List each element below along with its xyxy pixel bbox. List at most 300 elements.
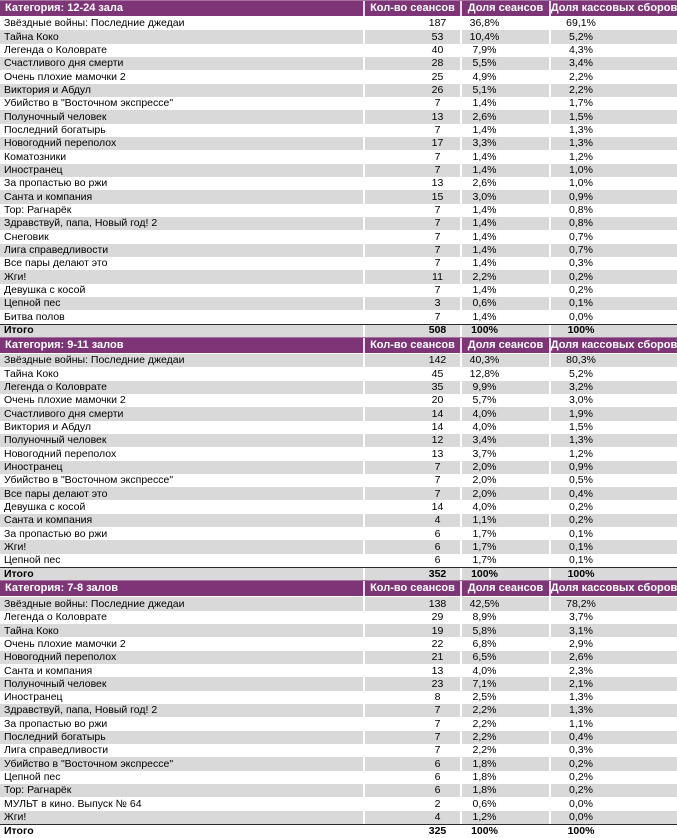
box-office-share-cell: 1,3% — [549, 691, 677, 704]
sessions-share-cell: 1,7% — [460, 527, 549, 540]
sessions-share-cell: 1,4% — [460, 217, 549, 230]
movie-name-cell: Коматозники — [4, 150, 67, 163]
movie-row — [0, 554, 677, 567]
movie-name-cell: МУЛЬТ в кино. Выпуск № 64 — [4, 797, 142, 810]
sessions-share-cell: 1,4% — [460, 244, 549, 257]
sessions-share-cell: 9,9% — [460, 381, 549, 394]
movie-name-cell: Жги! — [4, 811, 27, 824]
sessions-count-cell: 6 — [363, 757, 460, 770]
sessions-share-cell: 1,4% — [460, 284, 549, 297]
sessions-count-cell: 187 — [363, 17, 460, 30]
sessions-count-cell: 22 — [363, 637, 460, 650]
section-header-row — [0, 0, 677, 17]
movie-row — [0, 17, 677, 30]
movie-name-cell: Тайна Коко — [4, 624, 59, 637]
box-office-share-cell: 1,2% — [549, 447, 677, 460]
movie-name-cell: Девушка с косой — [4, 283, 86, 296]
movie-name-cell: Девушка с косой — [4, 500, 86, 513]
movie-name-cell: Цепной пес — [4, 297, 61, 310]
sessions-share-cell: 6,8% — [460, 637, 549, 650]
sessions-count-cell: 7 — [363, 97, 460, 110]
box-office-share-cell: 3,4% — [549, 57, 677, 70]
sessions-count-cell: 13 — [363, 110, 460, 123]
movie-row — [0, 177, 677, 190]
box-office-share-cell: 0,4% — [549, 731, 677, 744]
movie-name-cell: Легенда о Коловрате — [4, 611, 107, 624]
sessions-share-cell: 2,6% — [460, 177, 549, 190]
sessions-share-cell: 1,8% — [460, 784, 549, 797]
movie-row — [0, 624, 677, 637]
col-header-box-office-share: Доля кассовых сборов — [550, 338, 677, 351]
movie-name-cell: Последний богатырь — [4, 731, 106, 744]
movie-row — [0, 811, 677, 824]
total-sessions-count-cell: 508 — [363, 325, 460, 337]
sessions-share-cell: 1,4% — [460, 164, 549, 177]
sessions-share-cell: 2,2% — [460, 744, 549, 757]
total-sessions-share-cell: 100% — [460, 825, 549, 837]
sessions-share-cell: 1,8% — [460, 771, 549, 784]
box-office-share-cell: 0,2% — [549, 757, 677, 770]
sessions-count-cell: 29 — [363, 611, 460, 624]
box-office-share-cell: 1,5% — [549, 421, 677, 434]
movie-row — [0, 447, 677, 460]
sessions-count-cell: 3 — [363, 297, 460, 310]
sessions-share-cell: 2,2% — [460, 704, 549, 717]
sessions-share-cell: 7,1% — [460, 677, 549, 690]
sessions-count-cell: 13 — [363, 664, 460, 677]
total-label-cell: Итого — [4, 568, 34, 581]
col-header-sessions-count: Кол-во сеансов — [363, 581, 460, 596]
movie-name-cell: Все пары делают это — [4, 257, 108, 270]
sessions-count-cell: 7 — [363, 487, 460, 500]
movie-row — [0, 217, 677, 230]
box-office-share-cell: 1,9% — [549, 407, 677, 420]
sessions-count-cell: 7 — [363, 244, 460, 257]
movie-row — [0, 84, 677, 97]
sessions-count-cell: 19 — [363, 624, 460, 637]
sessions-count-cell: 7 — [363, 124, 460, 137]
box-office-share-cell: 78,2% — [549, 597, 677, 610]
movie-row — [0, 421, 677, 434]
col-header-sessions-share: Доля сеансов — [460, 581, 549, 596]
movie-name-cell: Иностранец — [4, 164, 63, 177]
movie-row — [0, 381, 677, 394]
movie-name-cell: Очень плохие мамочки 2 — [4, 70, 126, 83]
total-label-cell: Итого — [4, 825, 34, 837]
sessions-count-cell: 7 — [363, 731, 460, 744]
movie-row — [0, 257, 677, 270]
movie-row — [0, 731, 677, 744]
movie-row — [0, 57, 677, 70]
sessions-count-cell: 7 — [363, 717, 460, 730]
sessions-count-cell: 23 — [363, 677, 460, 690]
movie-name-cell: Новогодний переполох — [4, 447, 117, 460]
table-section — [0, 580, 677, 837]
movie-row — [0, 97, 677, 110]
total-box-office-share-cell: 100% — [549, 325, 677, 337]
box-office-share-cell: 3,7% — [549, 611, 677, 624]
movie-row — [0, 164, 677, 177]
sessions-share-cell: 3,4% — [460, 434, 549, 447]
sessions-count-cell: 4 — [363, 811, 460, 824]
sessions-share-cell: 40,3% — [460, 354, 549, 367]
movie-row — [0, 110, 677, 123]
sessions-count-cell: 8 — [363, 691, 460, 704]
sessions-count-cell: 7 — [363, 204, 460, 217]
box-office-share-cell: 0,3% — [549, 257, 677, 270]
sessions-share-cell: 3,0% — [460, 190, 549, 203]
section-header-row — [0, 580, 677, 597]
sessions-share-cell: 0,6% — [460, 297, 549, 310]
box-office-share-cell: 2,9% — [549, 637, 677, 650]
sessions-share-cell: 2,0% — [460, 461, 549, 474]
section-title: Категория: 12-24 зала — [5, 2, 123, 14]
sessions-count-cell: 7 — [363, 704, 460, 717]
sessions-count-cell: 6 — [363, 771, 460, 784]
movie-row — [0, 784, 677, 797]
box-office-share-cell: 0,3% — [549, 744, 677, 757]
sessions-count-cell: 28 — [363, 57, 460, 70]
sessions-count-cell: 7 — [363, 744, 460, 757]
box-office-share-cell: 3,2% — [549, 381, 677, 394]
box-office-share-cell: 1,5% — [549, 110, 677, 123]
box-office-share-cell: 0,2% — [549, 514, 677, 527]
sessions-count-cell: 7 — [363, 164, 460, 177]
sessions-count-cell: 35 — [363, 381, 460, 394]
box-office-share-cell: 2,3% — [549, 664, 677, 677]
movie-row — [0, 597, 677, 610]
box-office-share-cell: 1,3% — [549, 124, 677, 137]
section-title: Категория: 9-11 залов — [5, 338, 124, 351]
sessions-count-cell: 2 — [363, 797, 460, 810]
box-office-share-cell: 0,2% — [549, 771, 677, 784]
movie-row — [0, 500, 677, 513]
total-sessions-share-cell: 100% — [460, 325, 549, 337]
movie-name-cell: Санта и компания — [4, 664, 93, 677]
sessions-count-cell: 17 — [363, 137, 460, 150]
sessions-share-cell: 1,1% — [460, 514, 549, 527]
sessions-count-cell: 45 — [363, 367, 460, 380]
total-box-office-share-cell: 100% — [549, 825, 677, 837]
movie-row — [0, 30, 677, 43]
movie-row — [0, 70, 677, 83]
box-office-share-cell: 0,8% — [549, 204, 677, 217]
box-office-share-cell: 1,2% — [549, 150, 677, 163]
sessions-share-cell: 36,8% — [460, 17, 549, 30]
movie-name-cell: За пропастью во ржи — [4, 717, 108, 730]
sessions-share-cell: 10,4% — [460, 30, 549, 43]
movie-name-cell: Тор: Рагнарёк — [4, 204, 72, 216]
sessions-share-cell: 2,2% — [460, 270, 549, 283]
movie-row — [0, 514, 677, 527]
box-office-share-cell: 5,2% — [549, 367, 677, 380]
movie-row — [0, 540, 677, 553]
movie-row — [0, 407, 677, 420]
sessions-count-cell: 7 — [363, 310, 460, 323]
box-office-share-cell: 2,2% — [549, 70, 677, 83]
movie-name-cell: Жги! — [4, 540, 27, 553]
movie-row — [0, 744, 677, 757]
movie-row — [0, 461, 677, 474]
movie-name-cell: Лига справедливости — [4, 744, 109, 757]
sessions-share-cell: 1,8% — [460, 757, 549, 770]
box-office-share-cell: 2,6% — [549, 651, 677, 664]
sessions-count-cell: 15 — [363, 190, 460, 203]
box-office-share-cell: 0,9% — [549, 461, 677, 474]
movie-row — [0, 691, 677, 704]
movie-name-cell: Последний богатырь — [4, 124, 106, 137]
movie-name-cell: Цепной пес — [4, 554, 61, 567]
movie-name-cell: Битва полов — [4, 310, 65, 323]
movie-name-cell: Снеговик — [4, 230, 49, 243]
sessions-count-cell: 26 — [363, 84, 460, 97]
sessions-count-cell: 7 — [363, 474, 460, 487]
sessions-count-cell: 11 — [363, 270, 460, 283]
box-office-share-cell: 5,2% — [549, 30, 677, 43]
movie-row — [0, 230, 677, 243]
movie-row — [0, 797, 677, 810]
sessions-count-cell: 7 — [363, 461, 460, 474]
sessions-count-cell: 7 — [363, 230, 460, 243]
sessions-share-cell: 4,0% — [460, 664, 549, 677]
sessions-share-cell: 2,5% — [460, 691, 549, 704]
total-sessions-count-cell: 352 — [363, 568, 460, 580]
sessions-share-cell: 1,2% — [460, 811, 549, 824]
movie-row — [0, 394, 677, 407]
movie-row — [0, 297, 677, 310]
box-office-share-cell: 0,2% — [549, 784, 677, 797]
sessions-share-cell: 2,6% — [460, 110, 549, 123]
box-office-share-cell: 0,2% — [549, 284, 677, 297]
sessions-count-cell: 13 — [363, 447, 460, 460]
movie-name-cell: Звёздные войны: Последние джедаи — [4, 354, 185, 367]
sessions-count-cell: 14 — [363, 421, 460, 434]
sessions-share-cell: 7,9% — [460, 44, 549, 57]
box-office-share-cell: 1,3% — [549, 137, 677, 150]
sessions-share-cell: 1,7% — [460, 554, 549, 567]
box-office-share-cell: 0,7% — [549, 244, 677, 257]
movie-row — [0, 527, 677, 540]
movie-name-cell: Тайна Коко — [4, 30, 59, 43]
sessions-share-cell: 8,9% — [460, 611, 549, 624]
movie-name-cell: Счастливого дня смерти — [4, 407, 124, 420]
sessions-share-cell: 2,2% — [460, 731, 549, 744]
box-office-share-cell: 2,1% — [549, 677, 677, 690]
total-row — [0, 824, 677, 837]
movie-name-cell: Полуночный человек — [4, 110, 107, 123]
box-office-share-cell: 3,1% — [549, 624, 677, 637]
sessions-share-cell: 5,1% — [460, 84, 549, 97]
col-header-sessions-share: Доля сеансов — [460, 338, 549, 353]
col-header-sessions-count: Кол-во сеансов — [363, 338, 460, 353]
movie-name-cell: Здравствуй, папа, Новый год! 2 — [4, 217, 158, 230]
movie-name-cell: Тайна Коко — [4, 367, 59, 380]
box-office-share-cell: 0,1% — [549, 297, 677, 310]
movie-row — [0, 137, 677, 150]
sessions-share-cell: 4,0% — [460, 421, 549, 434]
sessions-share-cell: 12,8% — [460, 367, 549, 380]
movie-row — [0, 651, 677, 664]
movie-row — [0, 270, 677, 283]
sessions-count-cell: 13 — [363, 177, 460, 190]
box-office-share-cell: 0,2% — [549, 270, 677, 283]
movie-row — [0, 637, 677, 650]
movie-name-cell: Счастливого дня смерти — [4, 57, 124, 70]
sessions-share-cell: 1,4% — [460, 204, 549, 217]
sessions-share-cell: 0,6% — [460, 797, 549, 810]
box-office-share-cell: 1,0% — [549, 164, 677, 177]
box-office-share-cell: 0,2% — [549, 500, 677, 513]
sessions-share-cell: 2,0% — [460, 474, 549, 487]
col-header-box-office-share: Доля кассовых сборов — [550, 2, 677, 14]
total-row — [0, 324, 677, 337]
movie-row — [0, 190, 677, 203]
movie-name-cell: Звёздные войны: Последние джедаи — [4, 597, 185, 610]
sessions-share-cell: 5,8% — [460, 624, 549, 637]
sessions-count-cell: 4 — [363, 514, 460, 527]
movie-row — [0, 677, 677, 690]
movie-name-cell: Виктория и Абдул — [4, 420, 92, 433]
sessions-share-cell: 4,0% — [460, 500, 549, 513]
movie-row — [0, 244, 677, 257]
movie-name-cell: За пропастью во ржи — [4, 177, 108, 190]
sessions-count-cell: 6 — [363, 540, 460, 553]
sessions-share-cell: 1,4% — [460, 97, 549, 110]
movie-row — [0, 757, 677, 770]
movie-row — [0, 717, 677, 730]
movie-name-cell: Новогодний переполох — [4, 137, 117, 150]
movie-name-cell: Очень плохие мамочки 2 — [4, 637, 126, 650]
sessions-share-cell: 5,5% — [460, 57, 549, 70]
movie-name-cell: Легенда о Коловрате — [4, 380, 107, 393]
movie-row — [0, 704, 677, 717]
sessions-count-cell: 20 — [363, 394, 460, 407]
movie-name-cell: Санта и компания — [4, 190, 93, 203]
sessions-share-cell: 6,5% — [460, 651, 549, 664]
box-office-share-cell: 0,1% — [549, 540, 677, 553]
movie-row — [0, 664, 677, 677]
sessions-share-cell: 1,7% — [460, 540, 549, 553]
sessions-share-cell: 1,4% — [460, 230, 549, 243]
sessions-count-cell: 142 — [363, 354, 460, 367]
movie-row — [0, 310, 677, 323]
movie-name-cell: Иностранец — [4, 460, 63, 473]
sessions-count-cell: 25 — [363, 70, 460, 83]
section-title: Категория: 7-8 залов — [5, 582, 118, 595]
sessions-share-cell: 1,4% — [460, 257, 549, 270]
box-office-share-cell: 0,1% — [549, 554, 677, 567]
total-sessions-count-cell: 325 — [363, 825, 460, 837]
sessions-share-cell: 2,2% — [460, 717, 549, 730]
sessions-share-cell: 5,7% — [460, 394, 549, 407]
movie-name-cell: Очень плохие мамочки 2 — [4, 394, 126, 407]
movie-name-cell: Санта и компания — [4, 514, 93, 527]
movie-row — [0, 434, 677, 447]
box-office-share-cell: 2,2% — [549, 84, 677, 97]
movie-name-cell: Здравствуй, папа, Новый год! 2 — [4, 704, 158, 717]
movie-row — [0, 354, 677, 367]
box-office-share-cell: 1,1% — [549, 717, 677, 730]
sessions-share-cell: 42,5% — [460, 597, 549, 610]
sessions-count-cell: 6 — [363, 527, 460, 540]
box-office-share-cell: 1,3% — [549, 434, 677, 447]
movie-name-cell: Цепной пес — [4, 771, 61, 784]
box-office-share-cell: 0,5% — [549, 474, 677, 487]
sessions-count-cell: 7 — [363, 257, 460, 270]
sessions-share-cell: 1,4% — [460, 310, 549, 323]
sessions-count-cell: 14 — [363, 500, 460, 513]
box-office-share-cell: 4,3% — [549, 44, 677, 57]
box-office-share-cell: 80,3% — [549, 354, 677, 367]
sessions-count-cell: 53 — [363, 30, 460, 43]
sessions-share-cell: 3,7% — [460, 447, 549, 460]
sessions-share-cell: 1,4% — [460, 150, 549, 163]
sessions-count-cell: 6 — [363, 784, 460, 797]
sessions-count-cell: 40 — [363, 44, 460, 57]
movie-row — [0, 611, 677, 624]
sessions-count-cell: 12 — [363, 434, 460, 447]
movie-row — [0, 284, 677, 297]
movie-name-cell: За пропастью во ржи — [4, 527, 108, 540]
sessions-count-cell: 7 — [363, 284, 460, 297]
movie-name-cell: Убийство в "Восточном экспрессе" — [4, 97, 174, 110]
movie-name-cell: Виктория и Абдул — [4, 84, 92, 97]
sessions-count-cell: 7 — [363, 150, 460, 163]
movie-name-cell: Легенда о Коловрате — [4, 44, 107, 57]
movie-row — [0, 150, 677, 163]
movie-row — [0, 204, 677, 217]
movie-name-cell: Иностранец — [4, 691, 63, 704]
movie-row — [0, 124, 677, 137]
sessions-share-cell: 4,9% — [460, 70, 549, 83]
box-office-share-cell: 0,9% — [549, 190, 677, 203]
table-section — [0, 0, 677, 337]
sessions-count-cell: 138 — [363, 597, 460, 610]
col-header-box-office-share: Доля кассовых сборов — [550, 582, 677, 595]
total-sessions-share-cell: 100% — [460, 568, 549, 580]
movie-name-cell: Убийство в "Восточном экспрессе" — [4, 474, 174, 487]
box-office-share-cell: 1,7% — [549, 97, 677, 110]
box-office-share-cell: 1,3% — [549, 704, 677, 717]
box-office-share-cell: 0,0% — [549, 310, 677, 323]
movie-name-cell: Тор: Рагнарёк — [4, 784, 72, 797]
table-section — [0, 337, 677, 581]
section-header-row — [0, 337, 677, 354]
movie-name-cell: Убийство в "Восточном экспрессе" — [4, 757, 174, 770]
total-label-cell: Итого — [4, 324, 34, 337]
movie-row — [0, 474, 677, 487]
movie-name-cell: Новогодний переполох — [4, 651, 117, 664]
box-office-share-cell: 0,0% — [549, 797, 677, 810]
movie-name-cell: Полуночный человек — [4, 434, 107, 447]
sessions-share-cell: 1,4% — [460, 124, 549, 137]
total-box-office-share-cell: 100% — [549, 568, 677, 580]
movie-row — [0, 487, 677, 500]
box-office-share-cell: 0,8% — [549, 217, 677, 230]
movie-name-cell: Звёздные войны: Последние джедаи — [4, 17, 185, 30]
movie-name-cell: Все пары делают это — [4, 487, 108, 500]
sessions-count-cell: 21 — [363, 651, 460, 664]
sessions-count-cell: 7 — [363, 217, 460, 230]
movie-name-cell: Полуночный человек — [4, 677, 107, 690]
sessions-share-cell: 2,0% — [460, 487, 549, 500]
movie-row — [0, 367, 677, 380]
box-office-share-cell: 0,7% — [549, 230, 677, 243]
sessions-count-cell: 14 — [363, 407, 460, 420]
box-office-share-cell: 1,0% — [549, 177, 677, 190]
col-header-sessions-count: Кол-во сеансов — [363, 1, 460, 16]
sessions-share-cell: 4,0% — [460, 407, 549, 420]
